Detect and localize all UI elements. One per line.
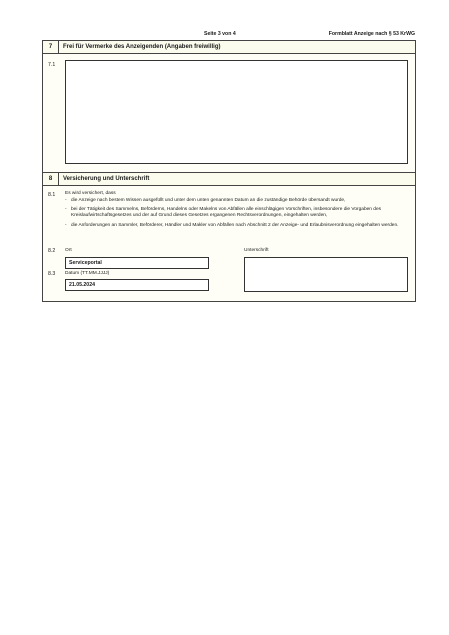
datum-label: Datum (TT.MM.JJJJ) bbox=[65, 271, 110, 276]
section-7-header bbox=[43, 41, 415, 54]
section-8-header bbox=[43, 173, 415, 186]
section-8-title: Versicherung und Unterschrift bbox=[63, 176, 150, 182]
form-container bbox=[42, 40, 416, 302]
page-number: Seite 3 von 4 bbox=[204, 31, 236, 37]
row-number-8-1: 8.1 bbox=[48, 192, 56, 198]
unterschrift-label: Unterschrift bbox=[244, 248, 269, 253]
form-reference: Formblatt Anzeige nach § 53 KrWG bbox=[328, 31, 415, 37]
row-number-8-2: 8.2 bbox=[48, 248, 56, 254]
ort-label: Ort bbox=[65, 248, 72, 253]
ort-field[interactable]: Serviceportal bbox=[65, 257, 209, 269]
signature-box[interactable] bbox=[244, 257, 408, 292]
bullet-dash: - bbox=[65, 198, 67, 203]
assurance-bullet-1: die Anzeige nach bestem Wissen ausgefüllt und unter dem unten genannten Datum an die zuständige Behörde übersandt wurde, bbox=[71, 198, 346, 203]
datum-field[interactable]: 21.05.2024 bbox=[65, 279, 209, 291]
remarks-textarea[interactable] bbox=[65, 60, 408, 164]
bullet-dash: - bbox=[65, 207, 67, 212]
section-8-number: 8 bbox=[43, 173, 59, 185]
assurance-intro: Es wird versichert, dass bbox=[65, 191, 116, 196]
section-7-title: Frei für Vermerke des Anzeigenden (Angaben freiwillig) bbox=[63, 44, 221, 50]
bullet-dash: - bbox=[65, 223, 67, 228]
assurance-bullet-2: bei der Tätigkeit des Sammelns, Beförderns, Handelns oder Makelns von Abfällen alle einschlägigen Vorschriften, insbesondere die Vorgaben des Kreislaufwirtschaftsgesetzes und der auf Grund dieses Gesetzes ergangenen Rechtsverordnungen, eingehalten werden, bbox=[71, 207, 382, 219]
row-number-8-3: 8.3 bbox=[48, 271, 56, 277]
assurance-bullet-3: die Anforderungen an Sammler, Beförderer, Händler und Makler von Abfällen nach Abschnitt 2 der Anzeige- und Erlaubnisverordnung eingehalten werden. bbox=[71, 223, 399, 228]
section-7-number: 7 bbox=[43, 41, 59, 53]
row-number-7-1: 7.1 bbox=[48, 62, 56, 68]
